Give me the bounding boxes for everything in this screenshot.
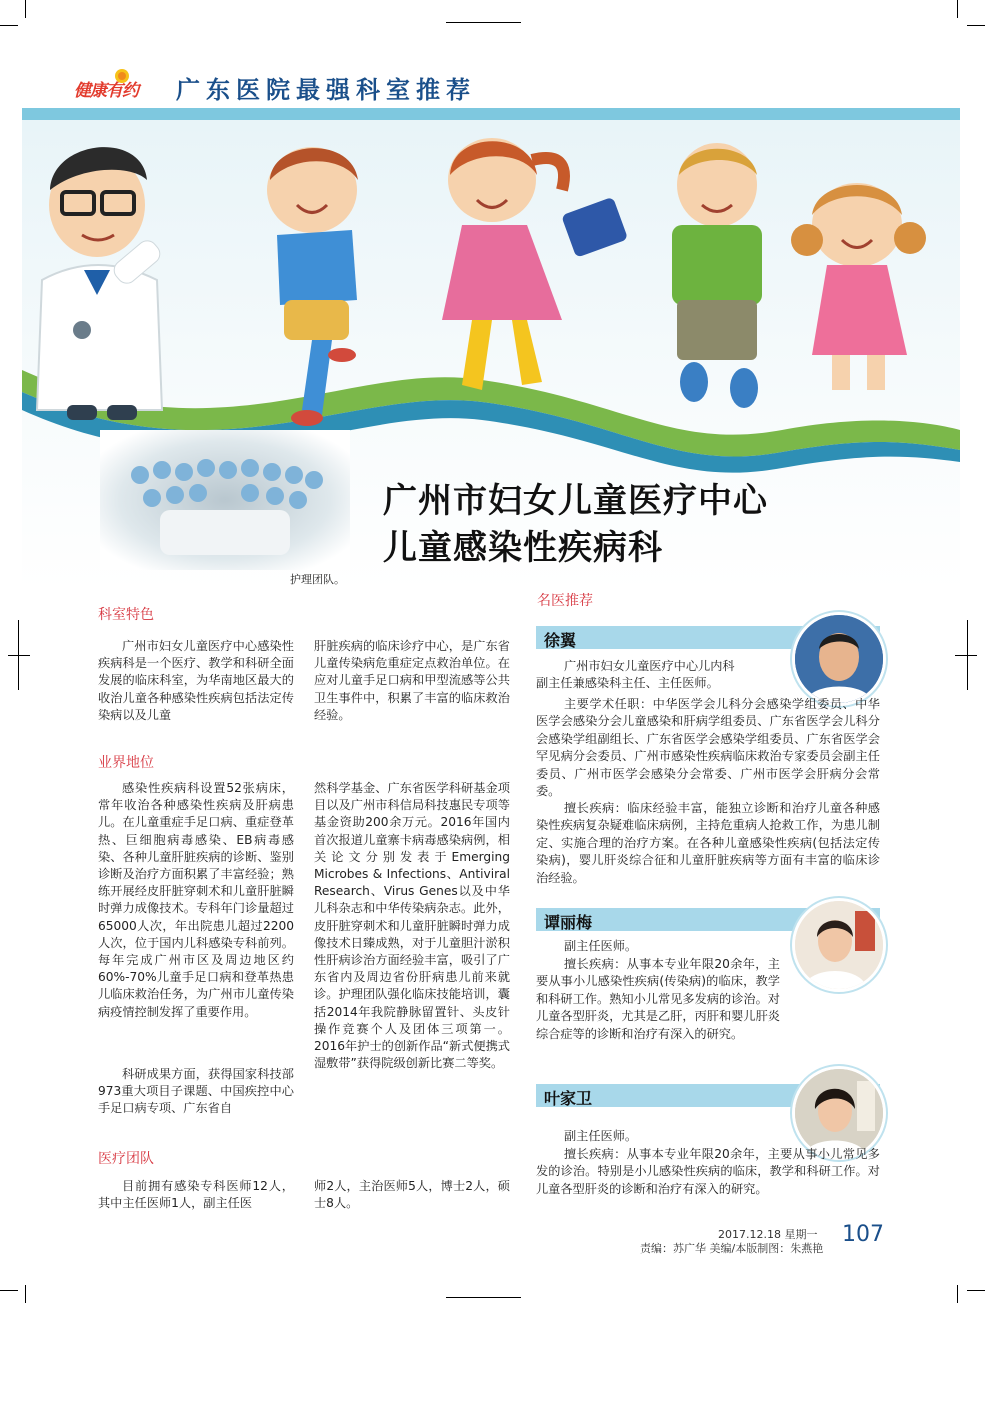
features-text-col1: 广州市妇女儿童医疗中心感染性疾病科是一个医疗、教学和科研全面发展的临床科室，为华南地区最大的收治儿童各种感染性疾病包括法定传染病以及儿童 [98,639,294,722]
crop-mark [967,1290,985,1291]
doctor-title [564,938,784,955]
status-text-col2: 然科学基金、广东省医学科研基金项目以及广州市科信局科技惠民专项等基金资助200余万元。2016年国内首次报道儿童寨卡病毒感染病例，相关论文分别发表于Emerging Microbes & Infections、Antiviral Research、Virus Genes以及中华儿科杂志和中华传染病杂志。此外，皮肝脏穿刺术和儿童肝脏瞬时弹力成像技术日臻成熟，对于儿童胆汁淤积性肝病诊治方面经验丰富，吸引了广东省内及周边省份肝病患儿前来就诊。护理团队强化临床技能培训，囊括2014年我院静脉留置针、头皮针操作竞赛个人及团体三项第一。2016年护士的创新作品“新式便携式湿敷带”获得院级创新比赛二等奖。 [314,781,510,1071]
section-heading-features: 科室特色 [98,607,154,623]
crop-mark [446,22,521,23]
doctor-cartoon [37,147,164,420]
section-heading-team: 医疗团队 [98,1151,154,1167]
page-title [383,478,768,572]
crop-mark [446,1297,521,1298]
team-text-col1: 目前拥有感染专科医师12人，其中主任医师1人，副主任医 [98,1179,294,1211]
doctor-specialty-text: 擅长疾病：从事本专业年限20余年，主要从事小儿感染性疾病(传染病)的临床，教学和科研工作。熟知小儿常见多发病的诊治。对儿童各型肝炎，尤其是乙肝，丙肝和婴儿肝炎综合症等的诊断和治疗有深入的研究。 [536,957,780,1041]
crop-mark [957,1285,958,1303]
header-rule [22,108,960,120]
doctor-portrait [792,898,886,992]
doctor-name: 谭丽梅 [544,913,593,932]
doctor-name: 叶家卫 [544,1089,593,1108]
doctor-title-line1: 广州市妇女儿童医疗中心儿内科 [564,659,735,673]
page-number: 107 [842,1222,884,1247]
doctor-specialty [536,1146,880,1198]
footer-credit: 责编：苏广华 美编/本版制图：朱燕艳 [640,1242,824,1255]
girl-cartoon-1 [442,138,628,390]
doctor-portrait [792,612,886,706]
crop-mark [0,1290,18,1291]
status-text-col1-p1: 感染性疾病科设置52张病床，常年收治各种感染性疾病及肝病患儿。在儿童重症手足口病、重症登革热、巨细胞病毒感染、EB病毒感染、各种儿童肝脏疾病的诊断、鉴别诊断及治疗方面积累了丰富经验；熟练开展经皮肝脏穿刺术和儿童肝脏瞬时弹力成像技术。专科年门诊量超过65000人次，年出院患儿超过2200人次，位于国内儿科感染专科前列。每年完成广州市区及周边地区约60%-70%儿童手足口病和登革热患儿临床救治任务，为广州市儿童传染病疫情控制发挥了重要作用。 [98,781,294,1019]
team-text-col2: 师2人，主治医师5人，博士2人，硕士8人。 [314,1179,510,1211]
doctor-avatar-icon [795,1069,883,1157]
status-text-col1-p2: 科研成果方面，获得国家科技部973重大项目子课题、中国疾控中心手足口病专项、广东省自 [98,1067,294,1116]
crop-mark [967,25,985,26]
doctor-avatar-icon [795,901,883,989]
doctor-affiliations [536,696,880,800]
doctor-name: 徐翼 [544,631,577,650]
doctor-avatar-icon [795,615,883,703]
doctor-specialty-text: 擅长疾病：从事本专业年限20余年，主要从事小儿常见多发的诊治。特别是小儿感染性疾病的临床，教学和科研工作。对儿童各型肝炎的诊断和治疗有深入的研究。 [536,1147,880,1196]
page-title-line1: 广州市妇女儿童医疗中心 [383,481,768,521]
doctor-title-line2: 副主任兼感染科主任、主任医师。 [536,676,719,691]
nursing-team-photo [100,430,350,570]
features-text-col2: 肝脏疾病的临床诊疗中心，是广东省儿童传染病危重症定点救治单位。在应对儿童手足口病和甲型流感等公共卫生事件中，积累了丰富的临床救治经验。 [314,639,510,722]
doctor-title-text: 副主任医师。 [564,939,638,953]
crop-mark [957,0,958,18]
section-heading-status: 业界地位 [98,755,154,771]
page-title-line2: 儿童感染性疾病科 [383,528,663,568]
doctor-specialty [536,800,880,887]
girl-cartoon-2 [791,183,926,390]
doctor-title [536,658,786,693]
crop-mark [955,655,977,656]
doctor-specialty [536,956,780,1043]
doctor-specialty-text: 擅长疾病：临床经验丰富，能独立诊断和治疗儿童各种感染性疾病复杂疑难临床病例，主持危重病人抢救工作，为患儿制定、实施合理的治疗方案。在各种儿童感染性疾病(包括法定传染病)，婴儿肝炎综合征和儿童肝脏疾病等方面有丰富的临床诊治经验。 [536,801,880,885]
photo-caption: 护理团队。 [290,573,345,586]
section-heading-doctors: 名医推荐 [537,593,593,609]
doctor-title [564,1128,784,1145]
crop-mark [0,25,18,26]
header-title: 广东医院最强科室推荐 [176,76,476,104]
boy-cartoon-2 [672,143,762,408]
crop-mark [25,1285,26,1303]
brand-logo [72,68,162,102]
doctor-affiliations-text: 主要学术任职：中华医学会儿科分会感染学组委员、中华医学会感染分会儿童感染和肝病学组委员、广东省医学会儿科分会感染学组副组长、广东省医学会感染学组委员、广东省医学会罕见病分会委员、广州市感染性疾病临床救治专家委员会副主任委员、广州市医学会感染分会常委、广州市医学会肝病分会常委。 [536,697,880,799]
boy-cartoon-1 [267,147,358,426]
brand-logo-text: 健康有约 [74,81,138,101]
crop-mark [25,0,26,18]
crop-mark [8,655,30,656]
doctor-title-text: 副主任医师。 [564,1129,638,1143]
footer-date: 2017.12.18 星期一 [718,1228,818,1241]
